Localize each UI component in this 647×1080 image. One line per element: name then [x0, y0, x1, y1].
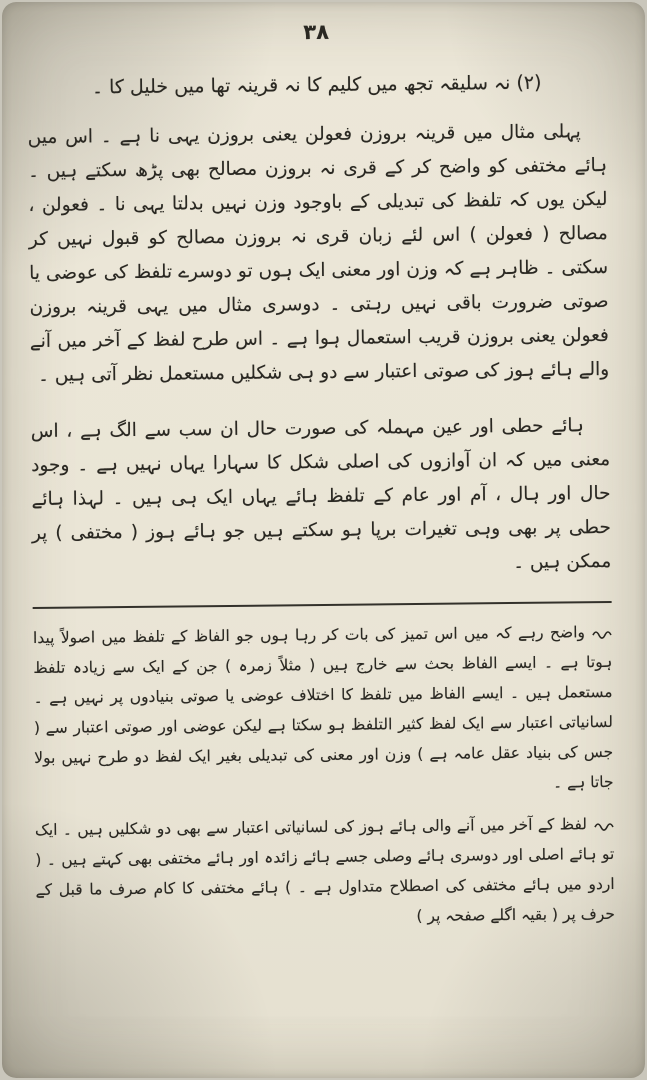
footnote-text-2: لفظ کے آخر میں آنے والی ہائے ہوز کی لسانیاتی اعتبار سے بھی دو شکلیں ہیں ۔ ایک تو ہائے اصلی اور دوسری ہائے وصلی جسے ہائے زائدہ اور ہائے مختفی بھی کہتے ہیں ۔ ( اردو میں ہائے مختفی کی اصطلاح متداول ہے ۔ ) ہائے مختفی کا کام صرف ما قبل کے حرف پر ( بقیہ اگلے صفحہ پر ) [34, 815, 615, 926]
paragraph-2: ہائے حطی اور عین مہملہ کی صورت حال ان سب سے الگ ہے ، اس معنی میں کہ ان آوازوں کی اصلی شکل کا سہارا یہاں نہیں ہے ۔ وجود حال اور ہال ، آم اور عام کے تلفظ ہائے یہاں ایک ہی ہیں ۔ لہذا ہائے حطی پر بھی وہی تغیرات برپا ہو سکتے ہیں جو ہائے ہوز ( مختفی ) پر ممکن ہیں ۔ [30, 415, 612, 573]
footnote-2 [35, 809, 615, 935]
page-content [26, 13, 616, 1073]
footnote-marker-icon [594, 809, 614, 839]
footnote-marker-icon [592, 617, 612, 647]
paragraph-1: پہلی مثال میں قرینہ بروزن فعولن یعنی بروزن یہی نا ہے ۔ اس میں ہائے مختفی کو واضح کر کے قری نہ بروزن مصالح بھی پڑھ سکتے ہیں ۔ لیکن یوں کہ تلفظ کی تبدیلی کے باوجود وزن نہیں بدلتا یہی نا ۔ فعولن ، مصالح ( فعولن ) اس لئے زبان قری نہ بروزن مصالح کو قبول نہیں کر سکتی ۔ ظاہر ہے کہ وزن اور معنی ایک ہوں تو دوسرے تلفظ کی عوضی یا صوتی ضرورت باقی نہیں رہتی ۔ دوسری مثال میں یہی قرینہ بروزن فعولن یعنی بروزن قریب استعمال ہوا ہے ۔ اس طرح لفظ کے آخر میں آنے والے ہائے ہوز کی صوتی اعتبار سے دو ہی شکلیں مستعمل نظر آتی ہیں ۔ [27, 121, 610, 386]
footnote-divider [33, 601, 612, 609]
book-page [2, 2, 645, 1078]
verse-line: (۲) نہ سلیقہ تجھ میں کلیم کا نہ قرینہ تھا میں خلیل کا ۔ [91, 71, 542, 99]
footnote-text-1: واضح رہے کہ میں اس تمیز کی بات کر رہا ہوں جو الفاظ کے تلفظ میں اصولاً پیدا ہوتا ہے ۔ ایسے الفاظ بحث سے خارج ہیں ( مثلاً زمرہ ) جن کے ایک سے زیادہ تلفظ مستعمل ہیں ۔ ایسے الفاظ میں تلفظ کا اختلاف عوضی یا صوتی بنیادوں پر نہیں ہے ۔ لسانیاتی اعتبار سے ایک لفظ کثیر التلفظ ہو سکتا ہے لیکن عوضی اور صوتی اعتبار سے ( جس کی بنیاد عقل عامہ ہے ) وزن اور معنی کی تبدیلی بغیر ایک لفظ دو طرح نہیں بولا جاتا ہے ۔ [32, 623, 614, 792]
footnote-1 [33, 617, 614, 803]
page-number: ۳۸ [303, 19, 330, 45]
